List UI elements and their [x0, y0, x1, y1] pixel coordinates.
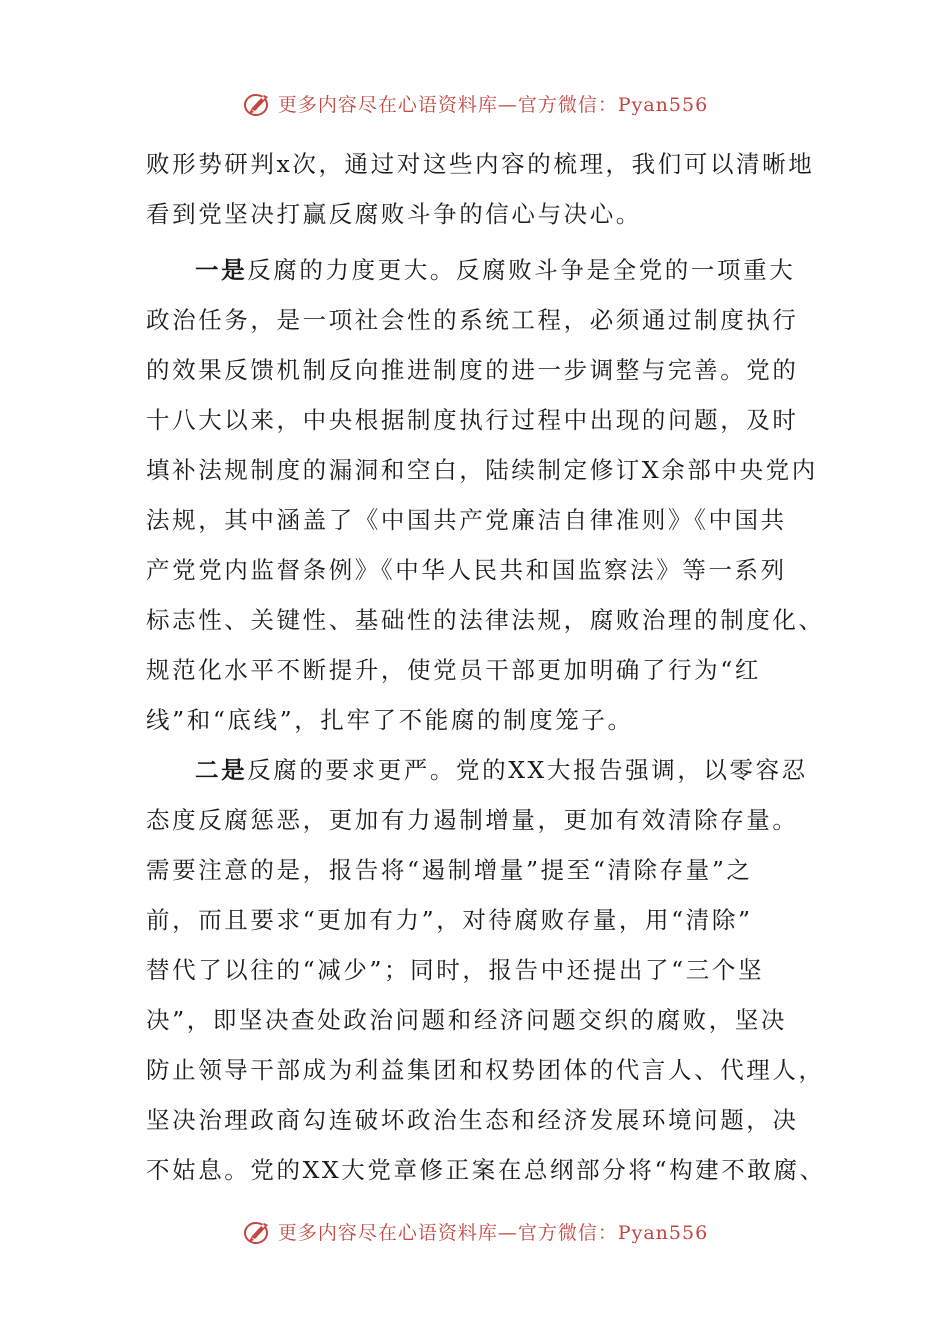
- text-line: 替代了以往的“减少”；同时，报告中还提出了“三个坚: [146, 956, 765, 984]
- pen-nib-logo-icon: [242, 87, 274, 119]
- text-line: 反腐的要求更严。党的XX大报告强调，以零容忍: [247, 756, 808, 784]
- text-line: 填补法规制度的漏洞和空白，陆续制定修订X余部中央党内: [146, 456, 818, 484]
- text-line: 败形势研判x次，通过对这些内容的梳理，我们可以清晰地: [146, 150, 815, 178]
- pen-nib-logo-icon: [242, 1215, 274, 1247]
- text-line: 不姑息。党的XX大党章修正案在总纲部分将“构建不敢腐、: [146, 1156, 826, 1184]
- header-banner: [0, 83, 950, 123]
- text-line: 产党党内监督条例》《中华人民共和国监察法》等一系列: [146, 556, 787, 584]
- text-line: 法规，其中涵盖了《中国共产党廉洁自律准则》《中国共: [146, 506, 787, 534]
- paragraph-first-line: [195, 754, 808, 786]
- second-point-lead: 二是: [195, 756, 248, 784]
- text-line: 看到党坚决打赢反腐败斗争的信心与决心。: [146, 200, 642, 228]
- text-line: 政治任务，是一项社会性的系统工程，必须通过制度执行: [146, 306, 799, 334]
- footer-banner: [0, 1211, 950, 1251]
- text-line: 规范化水平不断提升，使党员干部更加明确了行为“红: [146, 656, 761, 684]
- text-line: 前，而且要求“更加有力”，对待腐败存量，用“清除”: [146, 906, 753, 934]
- header-banner-text: 更多内容尽在心语资料库—官方微信：Pyan556: [277, 93, 709, 116]
- footer-banner-text: 更多内容尽在心语资料库—官方微信：Pyan556: [277, 1221, 709, 1244]
- text-line: 标志性、关键性、基础性的法律法规，腐败治理的制度化、: [146, 606, 825, 634]
- text-line: 坚决治理政商勾连破坏政治生态和经济发展环境问题，决: [146, 1106, 799, 1134]
- text-line: 反腐的力度更大。反腐败斗争是全党的一项重大: [247, 256, 796, 284]
- text-line: 线”和“底线”，扎牢了不能腐的制度笼子。: [146, 706, 634, 734]
- first-point-lead: 一是: [195, 256, 248, 284]
- paragraph-first-line: [195, 254, 795, 286]
- text-line: 防止领导干部成为利益集团和权势团体的代言人、代理人，: [146, 1056, 825, 1084]
- text-line: 十八大以来，中央根据制度执行过程中出现的问题，及时: [146, 406, 799, 434]
- text-line: 的效果反馈机制反向推进制度的进一步调整与完善。党的: [146, 356, 799, 384]
- text-line: 决”，即坚决查处政治问题和经济问题交织的腐败，坚决: [146, 1006, 788, 1034]
- text-line: 需要注意的是，报告将“遏制增量”提至“清除存量”之: [146, 856, 753, 884]
- text-line: 态度反腐惩恶，更加有力遏制增量，更加有效清除存量。: [146, 806, 799, 834]
